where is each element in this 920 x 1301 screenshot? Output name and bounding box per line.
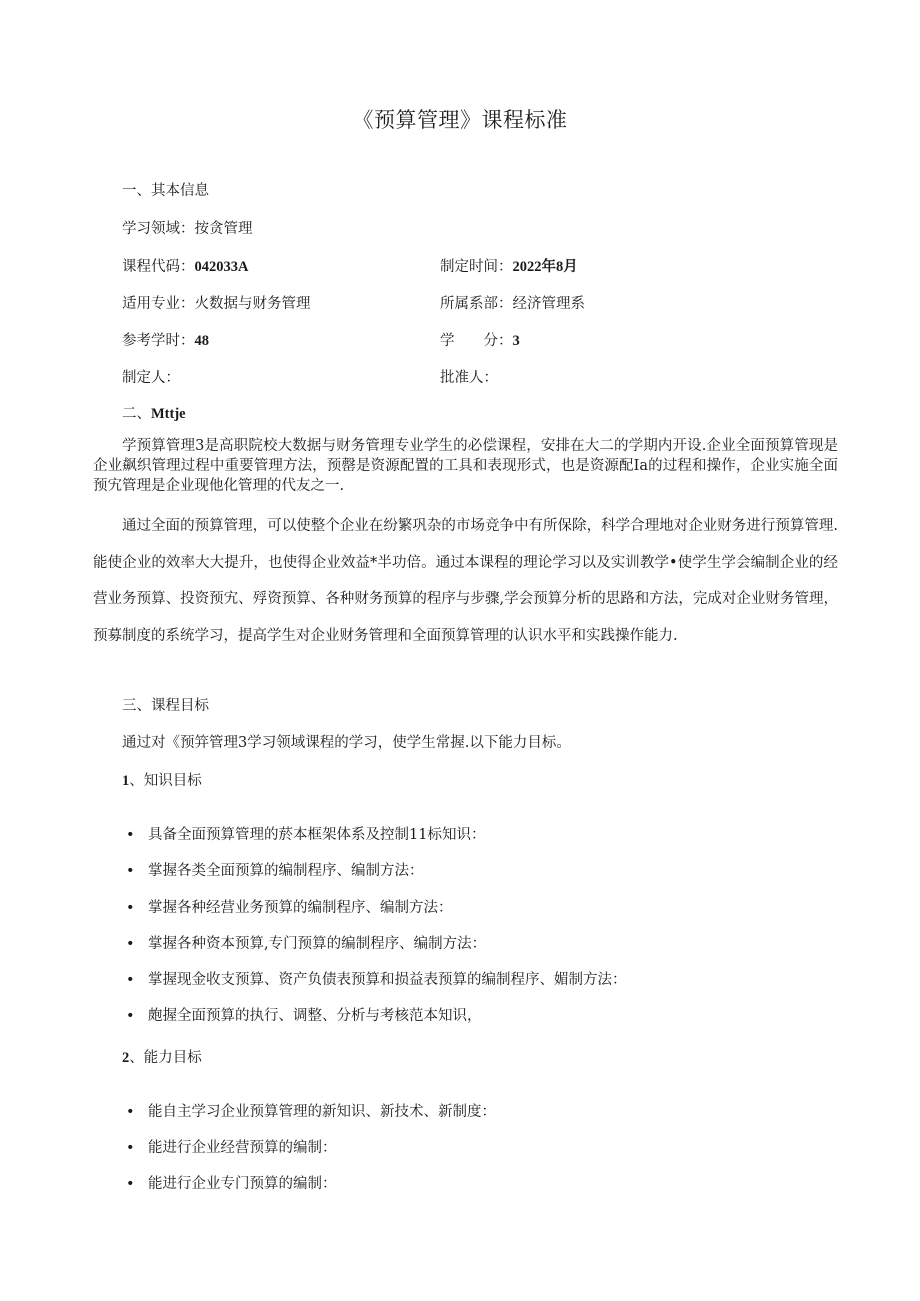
bullet-icon: • — [126, 1140, 135, 1156]
section-2-paragraph-2: 通过全面的预算管理，可以使整个企业在纷繁巩杂的市场竞争中有所保除，科学合理地对企业财务进行预算管理.能使企业的效率大大提升，也使得企业效益*半功倍。通过本课程的理论学习以及实训教学•使学生学会编制企业的经营业务预算、投资预宄、殍资预算、各种财务预算的程序与步骤,学会预算分析的思路和方法，完成对企业财务管理，预募制度的系统学习，提高学生对企业财务管理和全面预算管理的认识水平和实践操作能力. — [93, 518, 838, 644]
info-approver-label: 批准人： — [440, 370, 498, 386]
info-dept — [440, 292, 585, 313]
ability-heading-num: 2 — [122, 1050, 130, 1066]
section-2-heading — [122, 402, 186, 423]
info-dept-value: 经济管理系 — [512, 296, 585, 312]
section-2-heading-bold: Mttje — [151, 406, 186, 422]
bullet-icon: • — [126, 936, 135, 952]
ability-heading — [122, 1046, 202, 1067]
bullet-icon: • — [126, 900, 135, 916]
knowledge-item-text: 掌握各种资本预算,专门预算的编制程序、编制方法： — [148, 936, 487, 952]
bullet-icon: • — [126, 1008, 135, 1024]
section-2-paragraph-1: 学预算管理3是高职院校大数据与财务管理专业学生的必偿课程，安排在大二的学期内开设.企业全面预算管现是企业飙织管理过程中重要管理方法，预罄是资源配置的工具和表现形式，也是资源配Ia的过程和操作，企业实施全面预宄管理是企业现他化管理的代友之一. — [93, 438, 838, 494]
knowledge-heading-num: 1 — [122, 773, 130, 789]
info-code-value: 042033A — [194, 259, 249, 275]
info-hours — [122, 329, 209, 350]
page-title: 《预算管理》课程标准 — [352, 108, 568, 132]
knowledge-item — [126, 968, 627, 989]
info-maker-label: 制定人： — [122, 370, 180, 386]
knowledge-item — [126, 1004, 482, 1025]
info-credit-label: 学 分： — [440, 333, 513, 349]
ability-item-text: 能进行企业专门预算的编制： — [148, 1176, 337, 1192]
ability-item-text: 能进行企业经营预算的编制： — [148, 1140, 337, 1156]
bullet-icon: • — [126, 827, 135, 843]
ability-item — [126, 1136, 337, 1157]
knowledge-item — [126, 823, 485, 844]
info-credit-value: 3 — [512, 333, 520, 349]
knowledge-item-text: 掌握现金收支预算、资产负债表预算和损益表预算的编制程序、媚制方法： — [148, 972, 627, 988]
info-code-label: 课程代码： — [122, 259, 195, 275]
ability-item-text: 能自主学习企业预算管理的新知识、新技术、新制度： — [148, 1104, 496, 1120]
bullet-icon: • — [126, 972, 135, 988]
knowledge-item-text: 具备全面预算管理的菸本框架体系及控制11标知识： — [148, 827, 486, 843]
info-dept-label: 所属系部： — [440, 296, 513, 312]
info-time-label: 制定时间： — [440, 259, 513, 275]
info-domain-label: 学习领域： — [122, 221, 195, 237]
info-code — [122, 255, 248, 276]
info-hours-value: 48 — [194, 333, 209, 349]
info-domain-value: 按贪管理 — [194, 221, 253, 237]
info-time-value: 2022年8月 — [512, 259, 578, 275]
knowledge-heading — [122, 769, 202, 790]
ability-item — [126, 1172, 337, 1193]
knowledge-item-text: 皰握全面预算的执行、调整、分析与考核范本知识， — [148, 1008, 482, 1024]
info-hours-label: 参考学时： — [122, 333, 195, 349]
info-time — [440, 255, 578, 276]
info-major-value: 火数据与财务管理 — [194, 296, 311, 312]
info-domain — [122, 217, 253, 238]
section-1-heading: 一、其本信息 — [122, 183, 209, 199]
knowledge-item — [126, 896, 453, 917]
ability-heading-text: 、能力目标 — [129, 1050, 202, 1066]
section-3-intro: 通过对《预笄管理3学习领域课程的学习，使学生常握.以下能力目标。 — [122, 735, 571, 751]
info-credit — [440, 329, 520, 350]
info-major — [122, 292, 311, 313]
knowledge-item — [126, 859, 424, 880]
ability-item — [126, 1100, 496, 1121]
section-2-prefix: 二、 — [122, 406, 151, 422]
knowledge-item-text: 掌握各类全面预算的编制程序、编制方法： — [148, 863, 424, 879]
bullet-icon: • — [126, 863, 135, 879]
bullet-icon: • — [126, 1176, 135, 1192]
bullet-icon: • — [126, 1104, 135, 1120]
knowledge-heading-text: 、知识目标 — [129, 773, 202, 789]
knowledge-item-text: 掌握各种经营业务预算的编制程序、编制方法： — [148, 900, 453, 916]
knowledge-item — [126, 932, 486, 953]
section-3-heading: 三、课程目标 — [122, 698, 209, 714]
info-major-label: 适用专业： — [122, 296, 195, 312]
